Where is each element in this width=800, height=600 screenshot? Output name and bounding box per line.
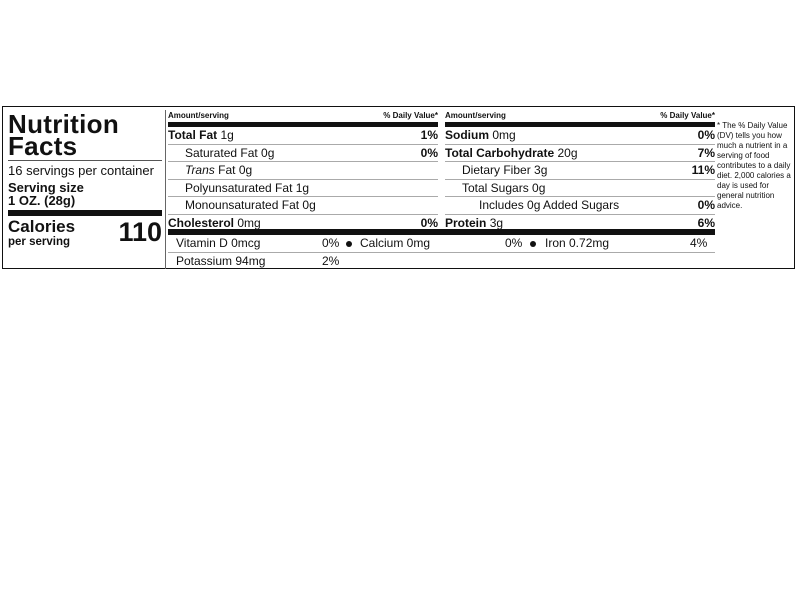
nutrients-column-left [168, 110, 438, 231]
nutrient-label: Total Sugars 0g [462, 180, 546, 195]
nutrient-label: Polyunsaturated Fat 1g [185, 180, 310, 195]
nutrient-dv: 11% [691, 163, 715, 177]
nutrients-column-right [445, 110, 715, 231]
title-line-1: Nutrition [8, 109, 120, 139]
nutrient-label: Includes 0g Added Sugars [479, 198, 620, 212]
nutrient-dv: 0% [420, 145, 438, 160]
nutrient-row-total-carb [445, 145, 715, 163]
nutrient-row-sodium [445, 127, 715, 145]
vitamin-d-label: Vitamin D 0mcg [176, 236, 261, 250]
nutrient-amount: 3g [489, 215, 504, 230]
dv-header: % Daily Value* [660, 111, 715, 120]
calcium-label: Calcium 0mg [360, 236, 431, 250]
nutrient-label: Monounsaturated Fat 0g [185, 198, 316, 212]
nutrient-label: Total Carbohydrate [445, 145, 555, 160]
amount-header: Amount/serving [168, 111, 229, 120]
nutrient-label: Saturated Fat 0g [185, 145, 275, 160]
nutrient-label: Sodium [445, 128, 489, 142]
calories-label: Calories [8, 217, 76, 236]
bullet-icon [346, 241, 352, 247]
daily-value-footnote: * The % Daily Value (DV) tells you how much a nutrient in a serving of food contributes to a daily diet. 2,000 calories a day is used for general nutrition advice. [717, 121, 791, 210]
nutrient-dv: 0% [420, 215, 438, 230]
nutrient-dv: 1% [420, 128, 438, 142]
nutrient-row-fiber [445, 162, 715, 180]
nutrient-label: Cholesterol [168, 215, 235, 230]
vitamins-row-2 [168, 253, 339, 270]
label-summary [8, 109, 162, 258]
nutrient-dv: 0% [697, 198, 715, 212]
calories-value: 110 [118, 217, 162, 247]
nutrient-row-trans-fat [168, 162, 438, 180]
nutrient-amount: 0mg [492, 128, 516, 142]
column-header [168, 110, 438, 122]
nutrient-label: Protein [445, 215, 487, 230]
serving-size-label: Serving size [8, 180, 84, 195]
nutrient-row-saturated-fat [168, 145, 438, 163]
iron-label: Iron 0.72mg [545, 236, 610, 250]
nutrient-label: Total Fat [168, 128, 218, 142]
nutrition-facts-label [2, 106, 795, 269]
column-divider [165, 110, 166, 269]
vitamin-d-dv: 0% [322, 236, 340, 250]
nutrient-row-poly-fat [168, 180, 438, 198]
amount-header: Amount/serving [445, 111, 506, 120]
serving-size-value: 1 OZ. (28g) [8, 193, 76, 208]
nutrient-dv: 0% [697, 128, 715, 142]
calories-row [8, 218, 162, 258]
potassium-dv: 2% [322, 254, 340, 268]
nutrient-amount: 1g [220, 128, 234, 142]
iron-dv: 4% [690, 236, 708, 250]
nutrient-row-sugars [445, 180, 715, 198]
column-header [445, 110, 715, 122]
nutrient-row-added-sugars [445, 197, 715, 215]
dv-header: % Daily Value* [383, 111, 438, 120]
vitamins-row-1 [168, 235, 715, 253]
servings-per-container: 16 servings per container [8, 163, 154, 178]
trans-italic: Trans [185, 163, 215, 177]
nutrient-row-mono-fat [168, 197, 438, 215]
divider-thick [8, 210, 162, 216]
trans-rest: Fat 0g [218, 163, 253, 177]
calcium-dv: 0% [505, 236, 523, 250]
potassium-label: Potassium 94mg [176, 254, 266, 268]
nutrient-amount: 20g [557, 145, 578, 160]
label-title [8, 109, 162, 161]
calories-sub: per serving [8, 236, 70, 248]
bullet-icon [530, 241, 536, 247]
nutrient-label: Dietary Fiber 3g [462, 163, 548, 177]
title-line-2: Facts [8, 131, 78, 161]
nutrient-dv: 7% [697, 145, 715, 160]
nutrient-amount: 0mg [237, 215, 261, 230]
nutrient-row-total-fat [168, 127, 438, 145]
nutrient-dv: 6% [697, 215, 715, 230]
